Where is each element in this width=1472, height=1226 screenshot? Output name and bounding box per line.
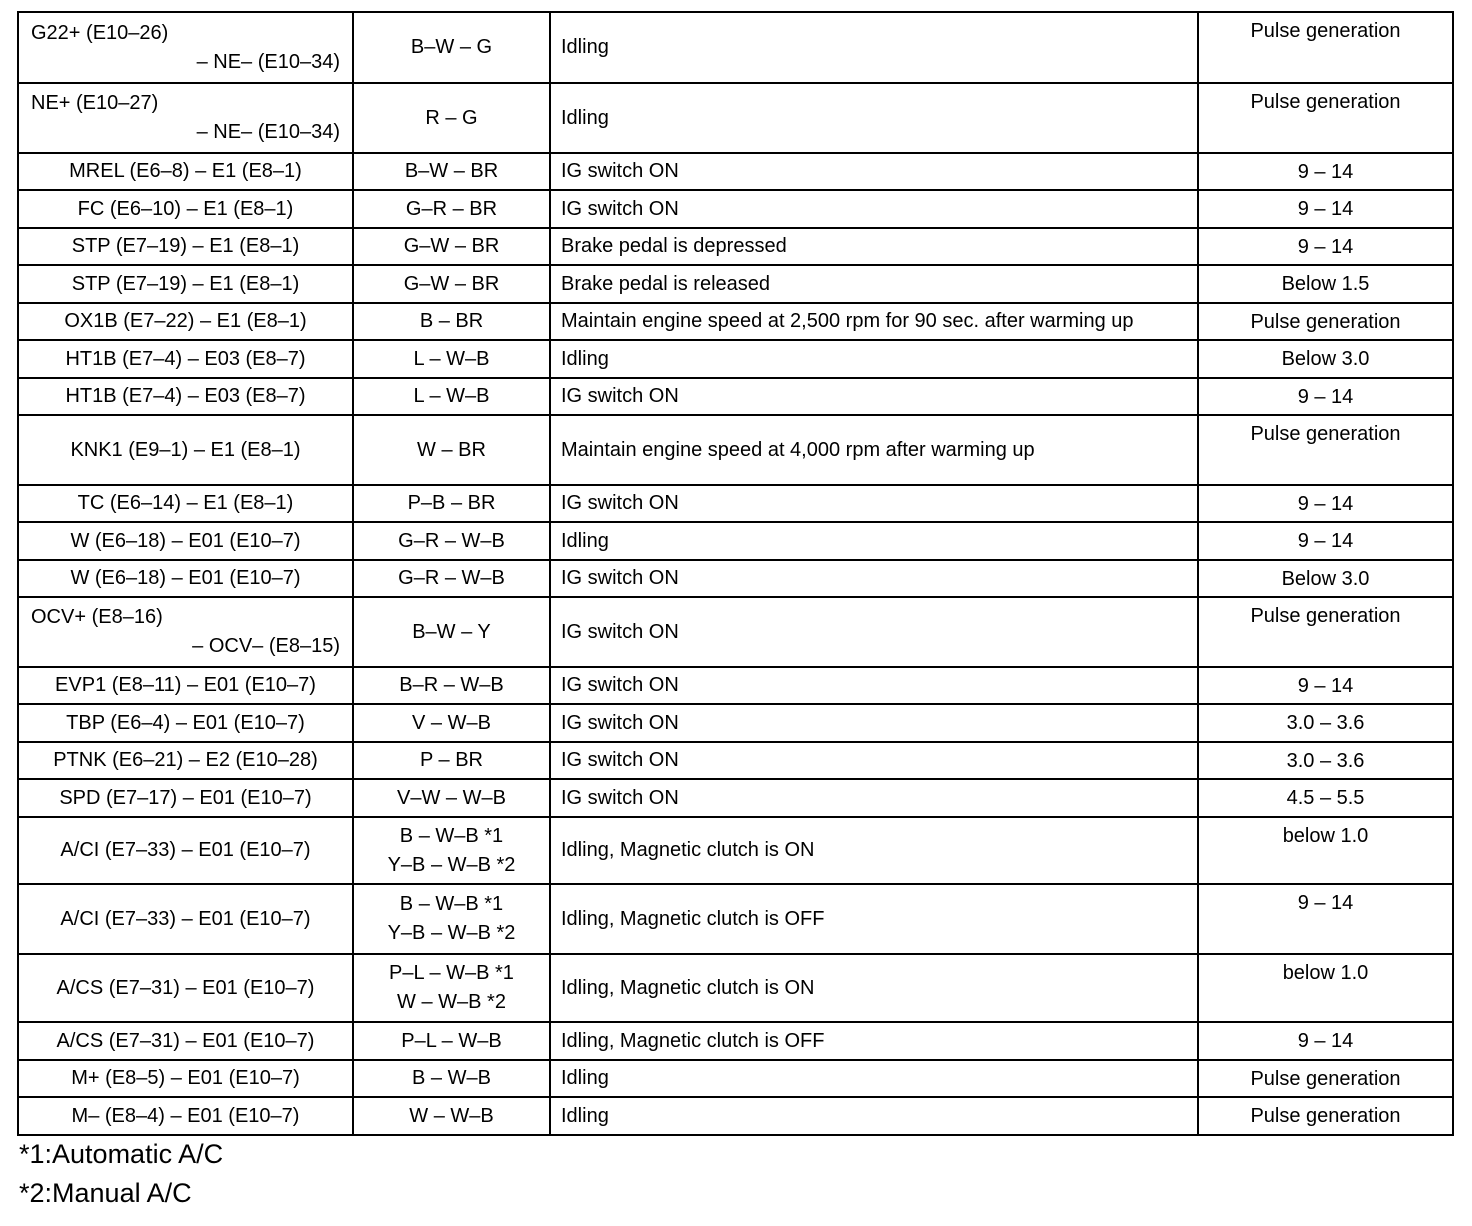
terminal-cell bbox=[18, 742, 353, 779]
terminal-text: W (E6–18) – E01 (E10–7) bbox=[70, 567, 301, 589]
specified-condition-cell: 9 – 14 bbox=[1198, 153, 1453, 190]
terminal-cell bbox=[18, 779, 353, 817]
wiring-color-text: W – BR bbox=[417, 438, 486, 461]
table-row bbox=[18, 597, 1453, 667]
wiring-color-text: G–R – W–B bbox=[398, 529, 505, 552]
terminal-text: SPD (E7–17) – E01 (E10–7) bbox=[59, 786, 312, 809]
terminal-text: A/CS (E7–31) – E01 (E10–7) bbox=[56, 1029, 315, 1052]
wiring-color-text: G–R – BR bbox=[405, 197, 498, 220]
wiring-color-text: G–W – BR bbox=[403, 272, 500, 295]
terminal-text: W (E6–18) – E01 (E10–7) bbox=[70, 529, 301, 552]
wiring-color-cell bbox=[353, 265, 550, 303]
wiring-color-cell bbox=[353, 1060, 550, 1097]
table-row bbox=[18, 522, 1453, 560]
condition-cell: IG switch ON bbox=[550, 190, 1198, 228]
condition-cell: Idling, Magnetic clutch is ON bbox=[550, 954, 1198, 1022]
terminal-text: M– (E8–4) – E01 (E10–7) bbox=[71, 1104, 300, 1127]
specified-condition-cell: Pulse generation bbox=[1198, 1097, 1453, 1135]
terminal-cell bbox=[18, 12, 353, 83]
wiring-color-text: V–W – W–B bbox=[397, 786, 506, 809]
condition-cell: Idling bbox=[550, 1060, 1198, 1097]
condition-cell: IG switch ON bbox=[550, 667, 1198, 704]
terminal-text: OX1B (E7–22) – E1 (E8–1) bbox=[64, 310, 307, 332]
terminal-cell bbox=[18, 560, 353, 597]
wiring-color-text: V – W–B bbox=[412, 711, 491, 734]
wiring-color-text: L – W–B bbox=[413, 385, 490, 407]
terminal-text: A/CI (E7–33) – E01 (E10–7) bbox=[60, 907, 311, 930]
specified-condition-cell: 9 – 14 bbox=[1198, 228, 1453, 265]
terminal-text: STP (E7–19) – E1 (E8–1) bbox=[71, 272, 300, 295]
table-row bbox=[18, 704, 1453, 742]
specified-condition-cell: 9 – 14 bbox=[1198, 190, 1453, 228]
terminal-cell bbox=[18, 667, 353, 704]
specified-condition-cell: 9 – 14 bbox=[1198, 378, 1453, 415]
terminal-text: KNK1 (E9–1) – E1 (E8–1) bbox=[70, 438, 301, 461]
terminal-text: MREL (E6–8) – E1 (E8–1) bbox=[69, 160, 302, 182]
table-row bbox=[18, 265, 1453, 303]
specified-condition-cell: below 1.0 bbox=[1198, 954, 1453, 1022]
wiring-color-cell bbox=[353, 485, 550, 522]
table-row bbox=[18, 415, 1453, 485]
terminal-text: A/CS (E7–31) – E01 (E10–7) bbox=[56, 976, 315, 999]
wiring-color-text: L – W–B bbox=[413, 347, 490, 370]
table-row bbox=[18, 954, 1453, 1022]
wiring-color-cell bbox=[353, 522, 550, 560]
wiring-color-cell bbox=[353, 667, 550, 704]
wiring-color-text: Y–B – W–B *2 bbox=[387, 922, 516, 944]
terminal-cell bbox=[18, 1022, 353, 1060]
specified-condition-cell: below 1.0 bbox=[1198, 817, 1453, 884]
table-row bbox=[18, 1097, 1453, 1135]
specified-condition-cell: Below 3.0 bbox=[1198, 560, 1453, 597]
terminal-text: – OCV– (E8–15) bbox=[192, 635, 340, 657]
condition-cell: Maintain engine speed at 2,500 rpm for 90 sec. after warming up bbox=[550, 303, 1198, 340]
wiring-color-cell bbox=[353, 597, 550, 667]
table-row bbox=[18, 378, 1453, 415]
table-row bbox=[18, 190, 1453, 228]
terminal-text: FC (E6–10) – E1 (E8–1) bbox=[77, 197, 294, 220]
specified-condition-cell: 9 – 14 bbox=[1198, 1022, 1453, 1060]
wiring-color-text: G–R – W–B bbox=[398, 567, 505, 589]
terminal-cell bbox=[18, 485, 353, 522]
specified-condition-cell: 9 – 14 bbox=[1198, 884, 1453, 954]
terminal-text: HT1B (E7–4) – E03 (E8–7) bbox=[65, 385, 306, 407]
condition-cell: IG switch ON bbox=[550, 485, 1198, 522]
terminal-cell bbox=[18, 884, 353, 954]
wiring-color-text: B – BR bbox=[419, 310, 484, 332]
terminal-cell bbox=[18, 704, 353, 742]
wiring-color-text: W – W–B *2 bbox=[397, 991, 506, 1013]
wiring-color-text: P–L – W–B bbox=[401, 1029, 502, 1052]
terminal-text: – NE– (E10–34) bbox=[196, 50, 340, 73]
specified-condition-cell: 9 – 14 bbox=[1198, 522, 1453, 560]
terminal-voltage-table bbox=[17, 11, 1454, 1136]
condition-cell: IG switch ON bbox=[550, 704, 1198, 742]
wiring-color-text: R – G bbox=[425, 106, 478, 129]
table-row bbox=[18, 485, 1453, 522]
wiring-color-text: B–R – W–B bbox=[399, 674, 504, 696]
condition-cell: Idling, Magnetic clutch is OFF bbox=[550, 884, 1198, 954]
wiring-color-cell bbox=[353, 83, 550, 153]
wiring-color-cell bbox=[353, 817, 550, 884]
table-row bbox=[18, 83, 1453, 153]
wiring-color-cell bbox=[353, 560, 550, 597]
wiring-color-cell bbox=[353, 1022, 550, 1060]
terminal-text: NE+ (E10–27) bbox=[31, 92, 159, 114]
wiring-color-text: P–B – BR bbox=[407, 492, 496, 514]
condition-cell: Idling, Magnetic clutch is OFF bbox=[550, 1022, 1198, 1060]
specified-condition-cell: Pulse generation bbox=[1198, 415, 1453, 485]
condition-cell: Brake pedal is released bbox=[550, 265, 1198, 303]
wiring-color-cell bbox=[353, 1097, 550, 1135]
terminal-cell bbox=[18, 1097, 353, 1135]
condition-cell: Brake pedal is depressed bbox=[550, 228, 1198, 265]
terminal-cell bbox=[18, 265, 353, 303]
terminal-cell bbox=[18, 954, 353, 1022]
terminal-cell bbox=[18, 378, 353, 415]
wiring-color-text: W – W–B bbox=[409, 1104, 494, 1127]
terminal-text: TBP (E6–4) – E01 (E10–7) bbox=[66, 711, 305, 734]
footnotes bbox=[19, 1135, 223, 1213]
wiring-color-cell bbox=[353, 378, 550, 415]
terminal-text: EVP1 (E8–11) – E01 (E10–7) bbox=[55, 674, 316, 696]
table-row bbox=[18, 817, 1453, 884]
specified-condition-cell: 9 – 14 bbox=[1198, 485, 1453, 522]
wiring-color-cell bbox=[353, 954, 550, 1022]
wiring-color-text: B–W – G bbox=[410, 36, 493, 58]
wiring-color-text: B – W–B *1 bbox=[399, 893, 504, 915]
wiring-color-text: B–W – Y bbox=[412, 620, 491, 643]
terminal-cell bbox=[18, 597, 353, 667]
condition-cell: Idling bbox=[550, 1097, 1198, 1135]
table-row bbox=[18, 742, 1453, 779]
terminal-cell bbox=[18, 415, 353, 485]
terminal-cell bbox=[18, 228, 353, 265]
table-row bbox=[18, 12, 1453, 83]
condition-cell: IG switch ON bbox=[550, 378, 1198, 415]
terminal-text: OCV+ (E8–16) bbox=[31, 606, 163, 628]
footnote-automatic-ac: *1:Automatic A/C bbox=[19, 1139, 224, 1169]
specified-condition-cell: Below 3.0 bbox=[1198, 340, 1453, 378]
condition-cell: Idling, Magnetic clutch is ON bbox=[550, 817, 1198, 884]
wiring-color-cell bbox=[353, 153, 550, 190]
wiring-color-cell bbox=[353, 12, 550, 83]
footnote-manual-ac: *2:Manual A/C bbox=[19, 1178, 192, 1208]
wiring-color-cell bbox=[353, 340, 550, 378]
condition-cell: IG switch ON bbox=[550, 597, 1198, 667]
specified-condition-cell: 3.0 – 3.6 bbox=[1198, 704, 1453, 742]
wiring-color-text: P–L – W–B *1 bbox=[389, 962, 514, 984]
condition-cell: Idling bbox=[550, 340, 1198, 378]
wiring-color-cell bbox=[353, 190, 550, 228]
wiring-color-text: B – W–B *1 bbox=[399, 824, 504, 847]
specified-condition-cell: Pulse generation bbox=[1198, 1060, 1453, 1097]
terminal-cell bbox=[18, 522, 353, 560]
wiring-color-text: Y–B – W–B *2 bbox=[387, 853, 516, 876]
table-row bbox=[18, 667, 1453, 704]
condition-cell: IG switch ON bbox=[550, 153, 1198, 190]
terminal-text: G22+ (E10–26) bbox=[31, 21, 169, 44]
terminal-cell bbox=[18, 817, 353, 884]
specified-condition-cell: Pulse generation bbox=[1198, 303, 1453, 340]
table-row bbox=[18, 884, 1453, 954]
condition-cell: Idling bbox=[550, 12, 1198, 83]
terminal-text: PTNK (E6–21) – E2 (E10–28) bbox=[53, 749, 318, 771]
wiring-color-text: B – W–B bbox=[412, 1067, 491, 1089]
specified-condition-cell: 4.5 – 5.5 bbox=[1198, 779, 1453, 817]
condition-cell: Maintain engine speed at 4,000 rpm after warming up bbox=[550, 415, 1198, 485]
terminal-text: STP (E7–19) – E1 (E8–1) bbox=[71, 235, 300, 257]
wiring-color-cell bbox=[353, 704, 550, 742]
condition-cell: IG switch ON bbox=[550, 779, 1198, 817]
table-row bbox=[18, 303, 1453, 340]
terminal-text: M+ (E8–5) – E01 (E10–7) bbox=[71, 1067, 300, 1089]
wiring-color-cell bbox=[353, 415, 550, 485]
terminal-text: A/CI (E7–33) – E01 (E10–7) bbox=[60, 839, 311, 861]
wiring-color-cell bbox=[353, 303, 550, 340]
specified-condition-cell: Pulse generation bbox=[1198, 83, 1453, 153]
wiring-color-text: G–W – BR bbox=[403, 235, 500, 257]
wiring-color-cell bbox=[353, 884, 550, 954]
terminal-text: TC (E6–14) – E1 (E8–1) bbox=[77, 492, 294, 514]
table-row bbox=[18, 560, 1453, 597]
wiring-color-cell bbox=[353, 228, 550, 265]
terminal-cell bbox=[18, 83, 353, 153]
wiring-color-cell bbox=[353, 742, 550, 779]
condition-cell: Idling bbox=[550, 83, 1198, 153]
table-row bbox=[18, 1022, 1453, 1060]
terminal-cell bbox=[18, 190, 353, 228]
terminal-cell bbox=[18, 1060, 353, 1097]
terminal-text: HT1B (E7–4) – E03 (E8–7) bbox=[65, 347, 306, 370]
terminal-cell bbox=[18, 340, 353, 378]
table-row bbox=[18, 1060, 1453, 1097]
specified-condition-cell: 3.0 – 3.6 bbox=[1198, 742, 1453, 779]
specified-condition-cell: Below 1.5 bbox=[1198, 265, 1453, 303]
terminal-text: – NE– (E10–34) bbox=[196, 121, 340, 143]
table-row bbox=[18, 153, 1453, 190]
wiring-color-text: B–W – BR bbox=[404, 160, 499, 182]
table-row bbox=[18, 340, 1453, 378]
specified-condition-cell: Pulse generation bbox=[1198, 12, 1453, 83]
condition-cell: IG switch ON bbox=[550, 742, 1198, 779]
condition-cell: Idling bbox=[550, 522, 1198, 560]
condition-cell: IG switch ON bbox=[550, 560, 1198, 597]
wiring-color-text: P – BR bbox=[420, 749, 483, 771]
wiring-color-cell bbox=[353, 779, 550, 817]
table-row bbox=[18, 228, 1453, 265]
specified-condition-cell: 9 – 14 bbox=[1198, 667, 1453, 704]
table-row bbox=[18, 779, 1453, 817]
specified-condition-cell: Pulse generation bbox=[1198, 597, 1453, 667]
terminal-cell bbox=[18, 153, 353, 190]
terminal-cell bbox=[18, 303, 353, 340]
